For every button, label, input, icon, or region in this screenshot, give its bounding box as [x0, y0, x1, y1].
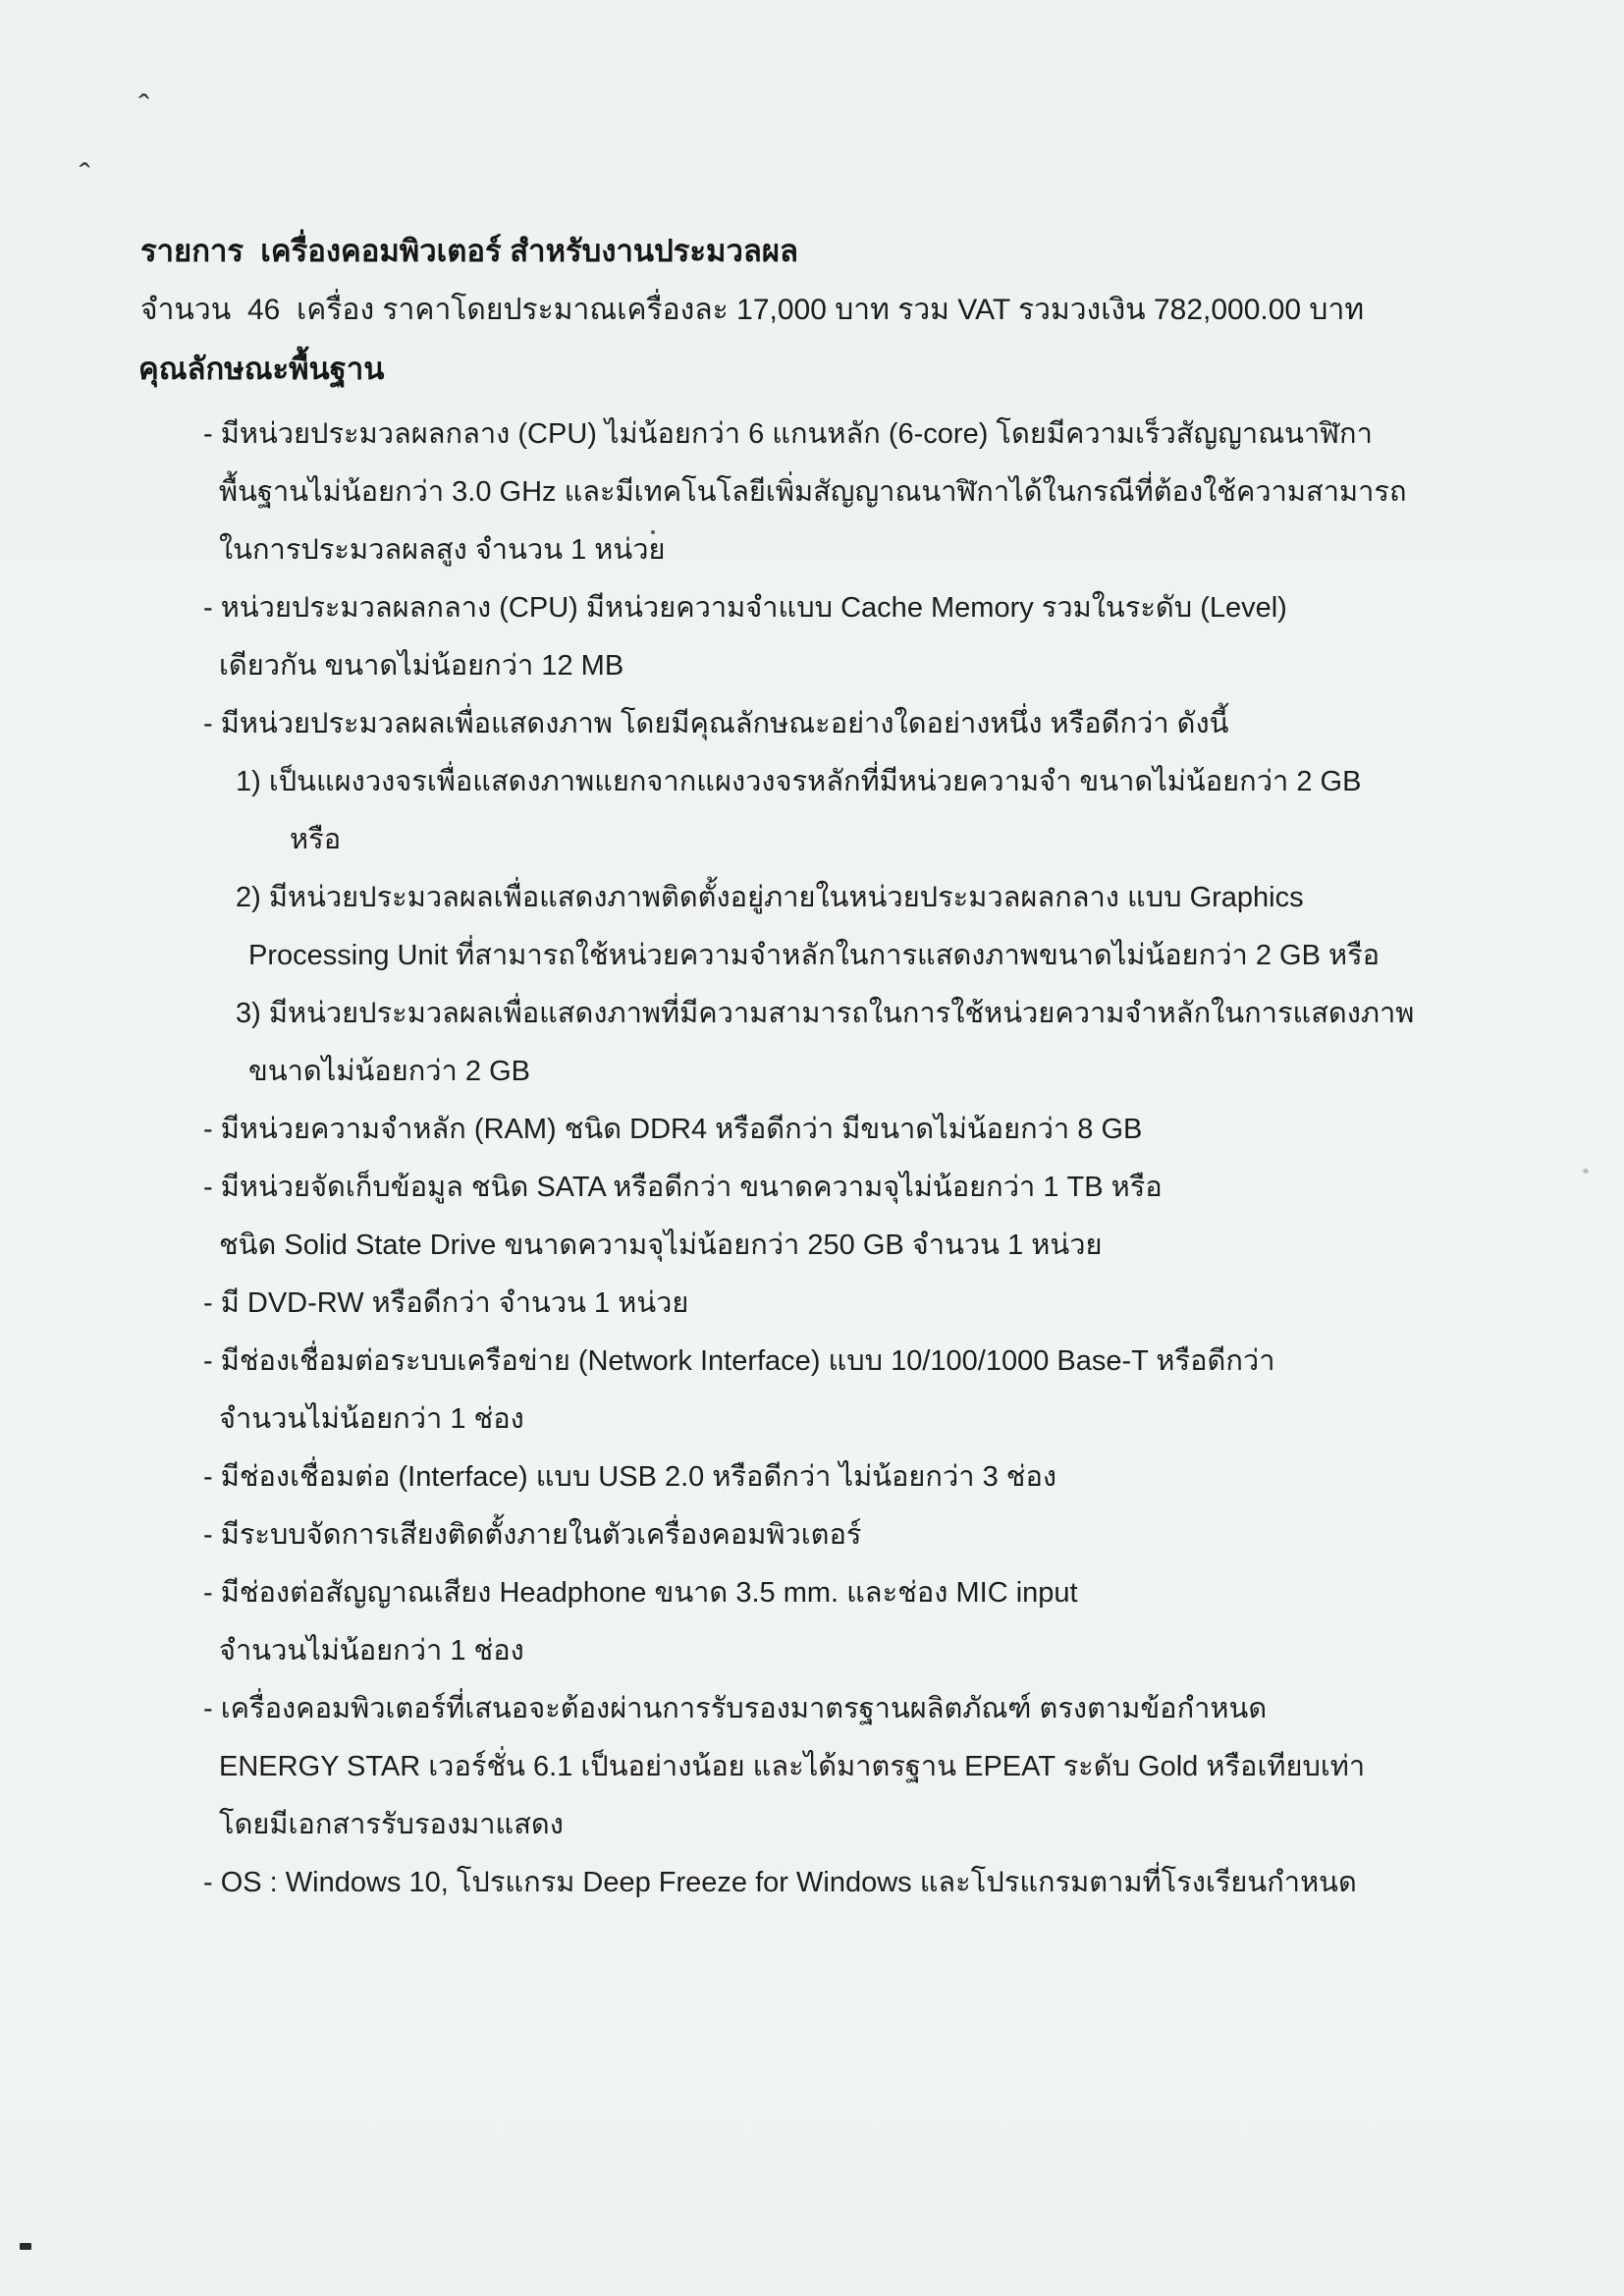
spec-line: 2) มีหน่วยประมวลผลเพื่อแสดงภาพติดตั้งอยู่ภายในหน่วยประมวลผลกลาง แบบ Graphics: [236, 882, 1304, 913]
scan-speck: [1583, 1169, 1589, 1174]
spec-line: - มีช่องเชื่อมต่อ (Interface) แบบ USB 2.0 หรือดีกว่า ไม่น้อยกว่า 3 ช่อง: [203, 1461, 1057, 1493]
spec-line: - มีหน่วยประมวลผลเพื่อแสดงภาพ โดยมีคุณลักษณะอย่างใดอย่างหนึ่ง หรือดีกว่า ดังนี้: [203, 708, 1229, 739]
spec-line: ENERGY STAR เวอร์ชั่น 6.1 เป็นอย่างน้อย และได้มาตรฐาน EPEAT ระดับ Gold หรือเทียบเท่า: [219, 1751, 1366, 1782]
quantity-price-line: จำนวน 46 เครื่อง ราคาโดยประมาณเครื่องละ 17,000 บาท รวม VAT รวมวงเงิน 782,000.00 บาท: [140, 294, 1365, 326]
spec-line: Processing Unit ที่สามารถใช้หน่วยความจำหลักในการแสดงภาพขนาดไม่น้อยกว่า 2 GB หรือ: [248, 940, 1380, 971]
spec-line: - มีระบบจัดการเสียงติดตั้งภายในตัวเครื่องคอมพิวเตอร์: [203, 1519, 862, 1551]
spec-line: หรือ: [290, 824, 342, 855]
document-title: รายการ เครื่องคอมพิวเตอร์ สำหรับงานประมวลผล: [140, 234, 799, 268]
spec-line: - เครื่องคอมพิวเตอร์ที่เสนอจะต้องผ่านการรับรองมาตรฐานผลิตภัณฑ์ ตรงตามข้อกำหนด: [203, 1693, 1268, 1724]
spec-line: จำนวนไม่น้อยกว่า 1 ช่อง: [219, 1635, 524, 1667]
pen-tick-mark: ˆ: [77, 156, 91, 195]
pen-tick-mark: ˆ: [135, 87, 151, 127]
spec-line: ชนิด Solid State Drive ขนาดความจุไม่น้อยกว่า 250 GB จำนวน 1 หน่วย: [219, 1230, 1103, 1261]
section-heading: คุณลักษณะพื้นฐาน: [138, 352, 385, 386]
spec-line: 3) มีหน่วยประมวลผลเพื่อแสดงภาพที่มีความสามารถในการใช้หน่วยความจำหลักในการแสดงภาพ: [236, 998, 1415, 1029]
spec-line: พื้นฐานไม่น้อยกว่า 3.0 GHz และมีเทคโนโลยีเพิ่มสัญญาณนาฬิกาได้ในกรณีที่ต้องใช้ความสามารถ: [219, 476, 1407, 508]
spec-list: [0, 406, 1624, 1912]
scan-speck: [651, 530, 655, 534]
spec-line: จำนวนไม่น้อยกว่า 1 ช่อง: [219, 1403, 524, 1435]
spec-line: โดยมีเอกสารรับรองมาแสดง: [219, 1809, 564, 1840]
spec-line: - หน่วยประมวลผลกลาง (CPU) มีหน่วยความจำแบบ Cache Memory รวมในระดับ (Level): [203, 592, 1287, 624]
spec-line: - มีช่องต่อสัญญาณเสียง Headphone ขนาด 3.5 mm. และช่อง MIC input: [203, 1577, 1078, 1609]
scan-speck: [20, 2243, 31, 2250]
spec-line: - OS : Windows 10, โปรแกรม Deep Freeze for Windows และโปรแกรมตามที่โรงเรียนกำหนด: [203, 1867, 1357, 1898]
spec-line: ในการประมวลผลสูง จำนวน 1 หน่วย: [219, 534, 666, 566]
spec-line: ขนาดไม่น้อยกว่า 2 GB: [248, 1056, 530, 1087]
spec-line: - มีหน่วยประมวลผลกลาง (CPU) ไม่น้อยกว่า 6 แกนหลัก (6-core) โดยมีความเร็วสัญญาณนาฬิกา: [203, 418, 1373, 450]
spec-line: - มีหน่วยความจำหลัก (RAM) ชนิด DDR4 หรือดีกว่า มีขนาดไม่น้อยกว่า 8 GB: [203, 1114, 1143, 1145]
spec-line: - มีหน่วยจัดเก็บข้อมูล ชนิด SATA หรือดีกว่า ขนาดความจุไม่น้อยกว่า 1 TB หรือ: [203, 1172, 1163, 1203]
spec-line: - มีช่องเชื่อมต่อระบบเครือข่าย (Network Interface) แบบ 10/100/1000 Base-T หรือดีกว่า: [203, 1345, 1275, 1377]
spec-line: - มี DVD-RW หรือดีกว่า จำนวน 1 หน่วย: [203, 1287, 689, 1319]
spec-line: 1) เป็นแผงวงจรเพื่อแสดงภาพแยกจากแผงวงจรหลักที่มีหน่วยความจำ ขนาดไม่น้อยกว่า 2 GB: [236, 766, 1362, 797]
spec-line: เดียวกัน ขนาดไม่น้อยกว่า 12 MB: [219, 650, 624, 682]
